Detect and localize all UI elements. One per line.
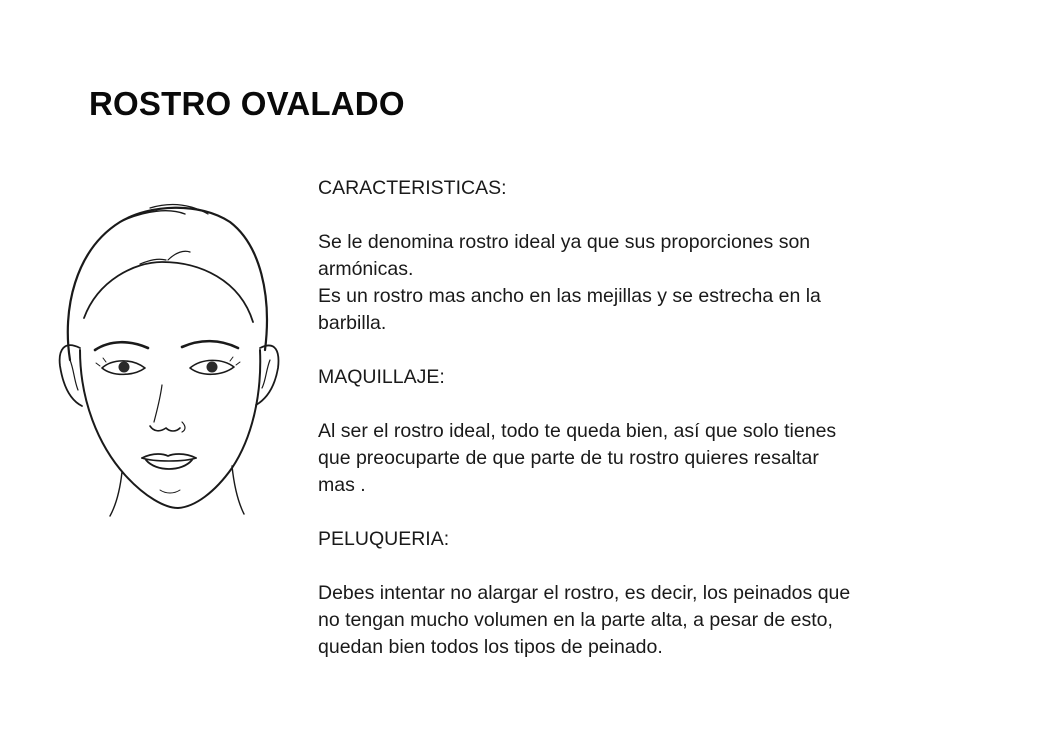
- oval-face-icon: [50, 200, 285, 520]
- page-title: ROSTRO OVALADO: [89, 85, 405, 122]
- section-text-peluqueria: Debes intentar no alargar el rostro, es decir, los peinados que no tengan mucho volumen en la parte alta, a pesar de esto, quedan bien todos los tipos de peinado.: [318, 582, 851, 658]
- content-column: [318, 175, 1008, 661]
- section-text-caracteristicas: Se le denomina rostro ideal ya que sus proporciones son armónicas. Es un rostro mas ancho en las mejillas y se estrecha en la barbilla.: [318, 231, 821, 334]
- section-heading-peluqueria: PELUQUERIA:: [318, 528, 450, 550]
- section-heading-maquillaje: MAQUILLAJE:: [318, 366, 445, 388]
- section-heading-caracteristicas: CARACTERISTICAS:: [318, 177, 507, 199]
- section-text-maquillaje: Al ser el rostro ideal, todo te queda bien, así que solo tienes que preocuparte de que parte de tu rostro quieres resaltar mas .: [318, 420, 837, 496]
